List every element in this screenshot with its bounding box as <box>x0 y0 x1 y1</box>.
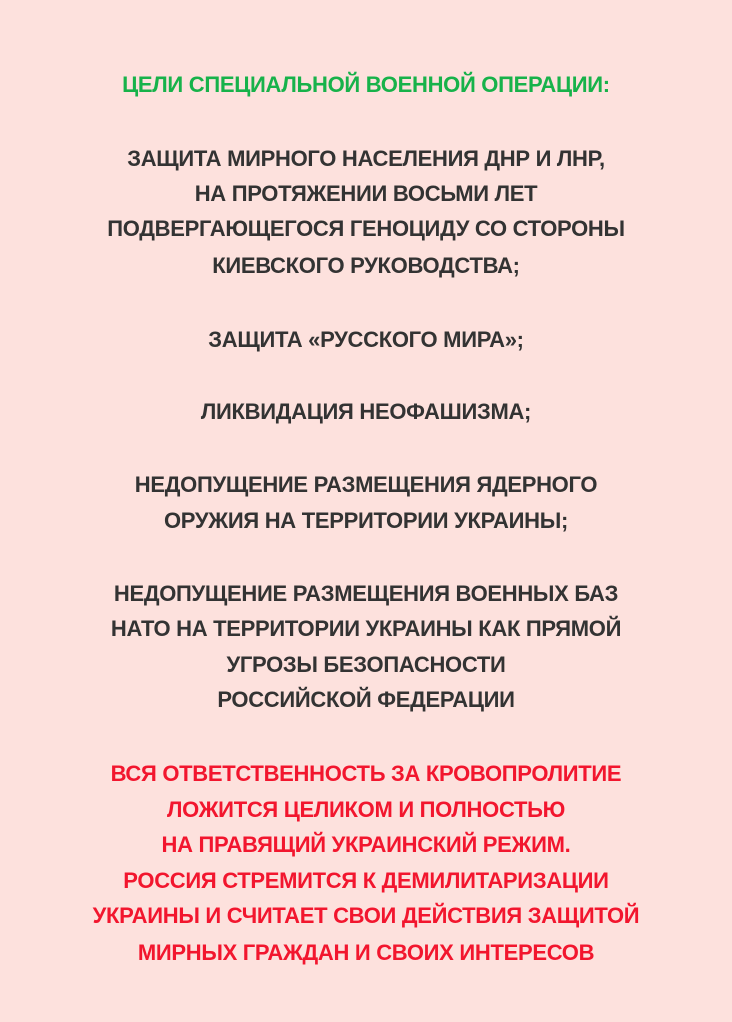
goal-4-line-2: ОРУЖИЯ НА ТЕРРИТОРИИ УКРАИНЫ; <box>164 508 568 533</box>
conclusion-line-2: ЛОЖИТСЯ ЦЕЛИКОМ И ПОЛНОСТЬЮ <box>166 797 566 822</box>
goal-1-line-4: КИЕВСКОГО РУКОВОДСТВА; <box>212 253 520 278</box>
conclusion-line-3: НА ПРАВЯЩИЙ УКРАИНСКИЙ РЕЖИМ. <box>161 832 571 857</box>
heading: ЦЕЛИ СПЕЦИАЛЬНОЙ ВОЕННОЙ ОПЕРАЦИИ: <box>122 72 610 97</box>
goal-1-line-3: ПОДВЕРГАЮЩЕГОСЯ ГЕНОЦИДУ СО СТОРОНЫ <box>107 216 625 241</box>
conclusion-line-1: ВСЯ ОТВЕТСТВЕННОСТЬ ЗА КРОВОПРОЛИТИЕ <box>110 761 622 786</box>
goal-5-line-2: НАТО НА ТЕРРИТОРИИ УКРАИНЫ КАК ПРЯМОЙ <box>110 616 622 641</box>
conclusion-line-5: УКРАИНЫ И СЧИТАЕТ СВОИ ДЕЙСТВИЯ ЗАЩИТОЙ <box>92 903 640 928</box>
goal-4-line-1: НЕДОПУЩЕНИЕ РАЗМЕЩЕНИЯ ЯДЕРНОГО <box>134 472 598 497</box>
goal-5-line-3: УГРОЗЫ БЕЗОПАСНОСТИ <box>226 652 506 677</box>
goal-2-line-1: ЗАЩИТА «РУССКОГО МИРА»; <box>208 327 524 352</box>
conclusion-line-4: РОССИЯ СТРЕМИТСЯ К ДЕМИЛИТАРИЗАЦИИ <box>123 868 609 893</box>
goal-1-line-1: ЗАЩИТА МИРНОГО НАСЕЛЕНИЯ ДНР И ЛНР, <box>127 146 605 171</box>
goal-3-line-1: ЛИКВИДАЦИЯ НЕОФАШИЗМА; <box>200 399 532 424</box>
goal-5-line-4: РОССИЙСКОЙ ФЕДЕРАЦИИ <box>217 687 515 712</box>
goal-5-line-1: НЕДОПУЩЕНИЕ РАЗМЕЩЕНИЯ ВОЕННЫХ БАЗ <box>113 581 619 606</box>
conclusion-line-6: МИРНЫХ ГРАЖДАН И СВОИХ ИНТЕРЕСОВ <box>137 940 595 965</box>
goal-1-line-2: НА ПРОТЯЖЕНИИ ВОСЬМИ ЛЕТ <box>194 181 538 206</box>
